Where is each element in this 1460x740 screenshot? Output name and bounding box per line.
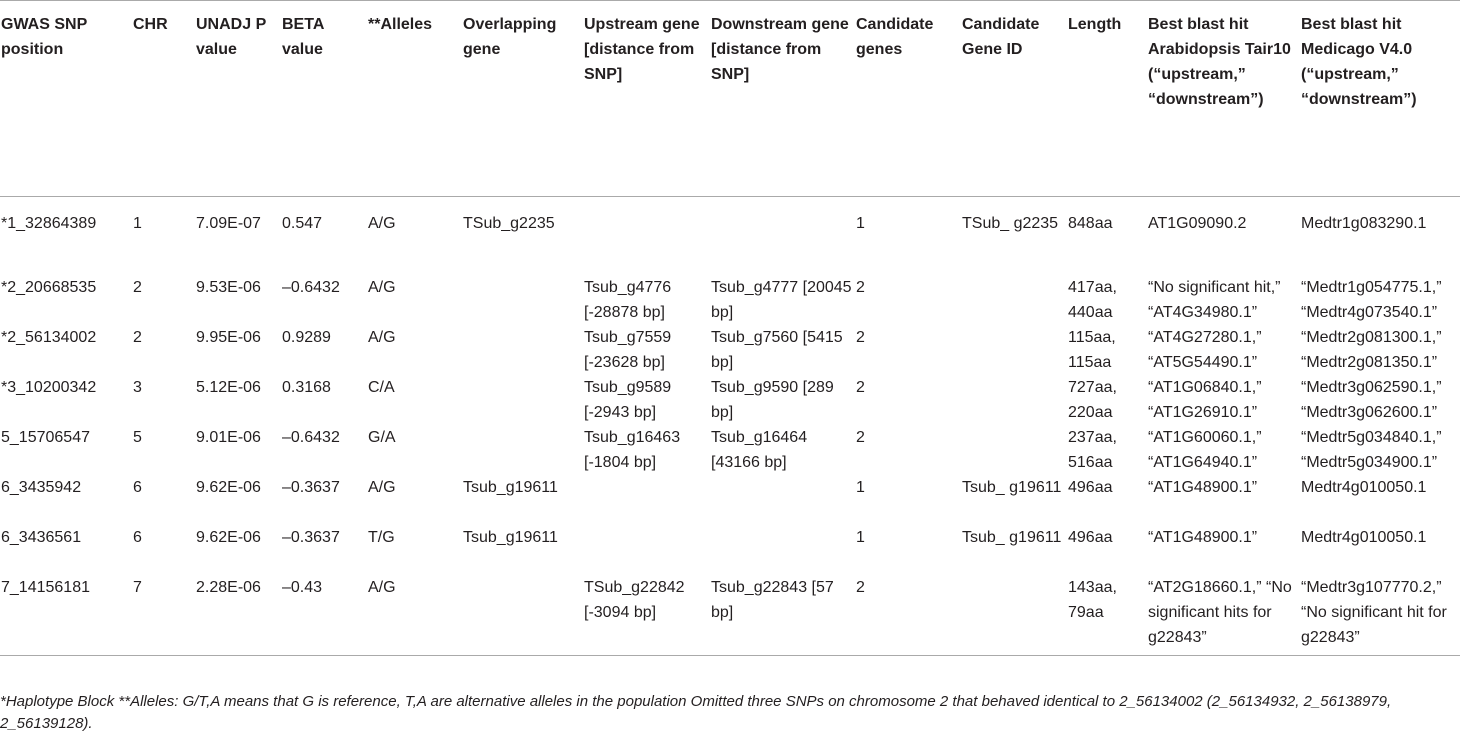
cell-chr: 7 xyxy=(133,575,196,656)
header-upstream-gene: Upstream gene [distance from SNP] xyxy=(584,1,711,197)
table-row xyxy=(0,325,1460,375)
cell-overlapping-gene: Tsub_g19611 xyxy=(463,529,558,546)
cell-chr: 3 xyxy=(133,379,142,396)
cell-length: 143aa, 79aa xyxy=(1068,575,1148,656)
cell-alleles: G/A xyxy=(368,429,396,446)
cell-overlapping-gene: Tsub_g19611 xyxy=(463,479,558,496)
cell-medicago-hit: “Medtr5g034840.1,” “Medtr5g034900.1” xyxy=(1301,429,1442,471)
cell-p-value: 9.62E-06 xyxy=(196,529,261,546)
table-body xyxy=(0,197,1460,656)
cell-downstream-gene: Tsub_g22843 [57 bp] xyxy=(711,575,856,656)
cell-beta: –0.6432 xyxy=(282,429,340,446)
cell-medicago-hit: Medtr1g083290.1 xyxy=(1301,215,1427,232)
table-row xyxy=(0,425,1460,475)
cell-candidate-genes: 2 xyxy=(856,279,865,296)
table-header-row xyxy=(0,1,1460,197)
cell-overlapping-gene xyxy=(463,275,584,325)
cell-alleles: T/G xyxy=(368,529,395,546)
header-candidate-genes: Candidate genes xyxy=(856,1,962,197)
cell-p-value: 7.09E-07 xyxy=(196,215,261,232)
cell-alleles: A/G xyxy=(368,329,396,346)
header-candidate-gene-id: Candidate Gene ID xyxy=(962,1,1068,197)
cell-medicago-hit: Medtr4g010050.1 xyxy=(1301,479,1427,496)
table-footnote: *Haplotype Block **Alleles: G/T,A means that G is reference, T,A are alternative alleles in the population Omitted three SNPs on chromosome 2 that behaved identical to 2_56134002 (2_56134932, 2_56138979, 2_56139128). xyxy=(0,693,1392,732)
cell-candidate-genes: 2 xyxy=(856,379,865,396)
cell-downstream-gene xyxy=(711,197,856,276)
cell-candidate-gene-id: Tsub_ g19611 xyxy=(962,529,1062,546)
cell-overlapping-gene: TSub_g2235 xyxy=(463,215,555,232)
cell-upstream-gene: Tsub_g9589 [-2943 bp] xyxy=(584,379,672,421)
cell-length: 727aa, 220aa xyxy=(1068,379,1117,421)
cell-candidate-gene-id xyxy=(962,425,1068,475)
cell-arabidopsis-hit: “No significant hit,” “AT4G34980.1” xyxy=(1148,279,1281,321)
cell-p-value: 9.01E-06 xyxy=(196,429,261,446)
cell-snp-position: 6_3435942 xyxy=(1,479,82,496)
table-row xyxy=(0,275,1460,325)
cell-downstream-gene: Tsub_g4777 [20045 bp] xyxy=(711,279,852,321)
cell-beta: –0.3637 xyxy=(282,479,340,496)
cell-medicago-hit: “Medtr2g081300.1,” “Medtr2g081350.1” xyxy=(1301,329,1442,371)
cell-downstream-gene: Tsub_g7560 [5415 bp] xyxy=(711,329,843,371)
cell-alleles: C/A xyxy=(368,379,395,396)
cell-candidate-gene-id: Tsub_ g19611 xyxy=(962,479,1062,496)
cell-alleles: A/G xyxy=(368,575,463,656)
table-row xyxy=(0,197,1460,276)
cell-length: 115aa, 115aa xyxy=(1068,329,1116,371)
cell-medicago-hit: “Medtr3g062590.1,” “Medtr3g062600.1” xyxy=(1301,379,1442,421)
cell-downstream-gene xyxy=(711,475,856,525)
cell-snp-position: *2_56134002 xyxy=(1,329,97,346)
cell-downstream-gene xyxy=(711,525,856,575)
cell-p-value: 9.53E-06 xyxy=(196,279,261,296)
header-chr: CHR xyxy=(133,1,196,197)
cell-arabidopsis-hit: “AT1G48900.1” xyxy=(1148,479,1258,496)
table-row xyxy=(0,525,1460,575)
cell-overlapping-gene xyxy=(463,375,584,425)
cell-medicago-hit: Medtr4g010050.1 xyxy=(1301,529,1427,546)
cell-chr: 6 xyxy=(133,529,142,546)
cell-arabidopsis-hit: “AT2G18660.1,” “No significant hits for g22843” xyxy=(1148,575,1301,656)
cell-alleles: A/G xyxy=(368,279,396,296)
table-row xyxy=(0,575,1460,656)
cell-upstream-gene: TSub_g22842 [-3094 bp] xyxy=(584,575,711,656)
cell-overlapping-gene xyxy=(463,425,584,475)
header-gwas-snp-position: GWAS SNP position xyxy=(0,1,133,197)
cell-arabidopsis-hit: “AT1G06840.1,” “AT1G26910.1” xyxy=(1148,379,1262,421)
cell-medicago-hit: “Medtr1g054775.1,” “Medtr4g073540.1” xyxy=(1301,279,1442,321)
cell-candidate-genes: 2 xyxy=(856,575,962,656)
cell-candidate-gene-id xyxy=(962,325,1068,375)
header-unadj-p-value: UNADJ P value xyxy=(196,1,282,197)
header-alleles: **Alleles xyxy=(368,1,463,197)
cell-arabidopsis-hit: “AT1G48900.1” xyxy=(1148,529,1258,546)
cell-length: 237aa, 516aa xyxy=(1068,429,1117,471)
header-beta-value: BETA value xyxy=(282,1,368,197)
cell-downstream-gene: Tsub_g9590 [289 bp] xyxy=(711,379,834,421)
cell-beta: –0.6432 xyxy=(282,279,340,296)
cell-upstream-gene xyxy=(584,525,711,575)
cell-beta: 0.3168 xyxy=(282,379,331,396)
cell-chr: 5 xyxy=(133,429,142,446)
cell-arabidopsis-hit: “AT1G60060.1,” “AT1G64940.1” xyxy=(1148,429,1262,471)
cell-upstream-gene xyxy=(584,475,711,525)
cell-overlapping-gene xyxy=(463,575,584,656)
cell-candidate-genes: 2 xyxy=(856,329,865,346)
cell-snp-position: *1_32864389 xyxy=(1,215,97,232)
cell-chr: 6 xyxy=(133,479,142,496)
header-medicago-blast-hit: Best blast hit Medicago V4.0 (“upstream,” “downstream”) xyxy=(1301,1,1460,197)
header-downstream-gene: Downstream gene [distance from SNP] xyxy=(711,1,856,197)
cell-chr: 1 xyxy=(133,215,142,232)
cell-alleles: A/G xyxy=(368,215,396,232)
cell-arabidopsis-hit: AT1G09090.2 xyxy=(1148,215,1247,232)
cell-candidate-gene-id xyxy=(962,375,1068,425)
cell-candidate-gene-id xyxy=(962,575,1068,656)
cell-candidate-genes: 1 xyxy=(856,215,865,232)
cell-upstream-gene: Tsub_g4776 [-28878 bp] xyxy=(584,279,672,321)
cell-upstream-gene: Tsub_g7559 [-23628 bp] xyxy=(584,329,672,371)
cell-length: 496aa xyxy=(1068,479,1113,496)
header-arabidopsis-blast-hit: Best blast hit Arabidopsis Tair10 (“upstream,” “downstream”) xyxy=(1148,1,1301,197)
cell-beta: 0.547 xyxy=(282,215,323,232)
cell-overlapping-gene xyxy=(463,325,584,375)
cell-candidate-genes: 1 xyxy=(856,479,865,496)
cell-snp-position: 6_3436561 xyxy=(1,529,82,546)
cell-upstream-gene: Tsub_g16463 [-1804 bp] xyxy=(584,429,681,471)
cell-candidate-gene-id xyxy=(962,275,1068,325)
cell-chr: 2 xyxy=(133,329,142,346)
cell-length: 417aa, 440aa xyxy=(1068,279,1117,321)
cell-snp-position: *3_10200342 xyxy=(1,379,97,396)
cell-snp-position: *2_20668535 xyxy=(1,279,97,296)
cell-p-value: 9.95E-06 xyxy=(196,329,261,346)
cell-arabidopsis-hit: “AT4G27280.1,” “AT5G54490.1” xyxy=(1148,329,1262,371)
cell-p-value: 2.28E-06 xyxy=(196,575,282,656)
cell-candidate-genes: 1 xyxy=(856,529,865,546)
cell-beta: –0.43 xyxy=(282,575,368,656)
cell-chr: 2 xyxy=(133,279,142,296)
cell-p-value: 5.12E-06 xyxy=(196,379,261,396)
cell-medicago-hit: “Medtr3g107770.2,” “No significant hit for g22843” xyxy=(1301,575,1460,656)
cell-length: 848aa xyxy=(1068,215,1113,232)
cell-candidate-gene-id: TSub_ g2235 xyxy=(962,215,1059,232)
table-row xyxy=(0,475,1460,525)
header-overlapping-gene: Overlapping gene xyxy=(463,1,584,197)
table-row xyxy=(0,375,1460,425)
cell-candidate-genes: 2 xyxy=(856,429,865,446)
header-length: Length xyxy=(1068,1,1148,197)
cell-length: 496aa xyxy=(1068,529,1113,546)
cell-p-value: 9.62E-06 xyxy=(196,479,261,496)
cell-upstream-gene xyxy=(584,197,711,276)
cell-downstream-gene: Tsub_g16464 [43166 bp] xyxy=(711,429,808,471)
cell-snp-position: 7_14156181 xyxy=(0,575,133,656)
cell-beta: 0.9289 xyxy=(282,329,331,346)
cell-alleles: A/G xyxy=(368,479,396,496)
cell-beta: –0.3637 xyxy=(282,529,340,546)
cell-snp-position: 5_15706547 xyxy=(1,429,90,446)
